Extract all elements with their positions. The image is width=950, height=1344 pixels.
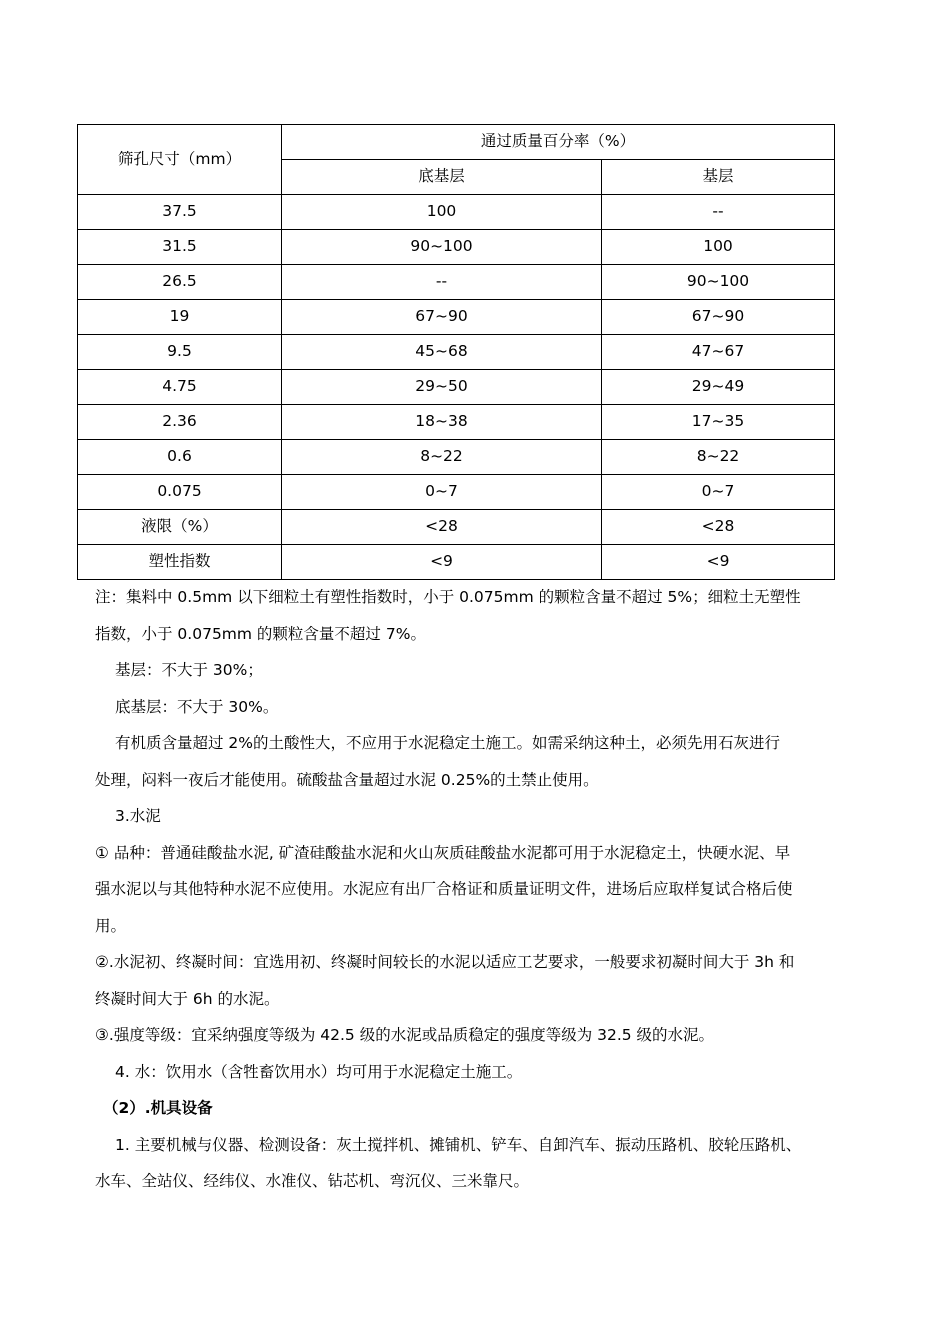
- cell-subbase: 45~68: [282, 335, 602, 370]
- cell-sieve: 4.75: [78, 370, 282, 405]
- setting-line-1: ②.水泥初、终凝时间：宜选用初、终凝时间较长的水泥以适应工艺要求，一般要求初凝时间大于 3h 和: [95, 953, 795, 971]
- cell-base: 29~49: [602, 370, 835, 405]
- table-row: [78, 440, 835, 475]
- cell-sieve: 2.36: [78, 405, 282, 440]
- organic-line-2: 处理，闷料一夜后才能使用。硫酸盐含量超过水泥 0.25%的土禁止使用。: [95, 770, 599, 789]
- cell-subbase: --: [282, 265, 602, 300]
- header-base: 基层: [602, 160, 835, 195]
- organic-line-1: 有机质含量超过 2%的土酸性大，不应用于水泥稳定土施工。如需采纳这种土，必须先用石灰进行: [115, 734, 781, 752]
- cell-subbase: <28: [282, 510, 602, 545]
- table-row: [78, 195, 835, 230]
- cell-base: 8~22: [602, 440, 835, 475]
- table-row: [78, 300, 835, 335]
- cell-subbase: <9: [282, 545, 602, 580]
- cement-heading: 3.水泥: [115, 807, 161, 825]
- cell-sieve: 塑性指数: [78, 545, 282, 580]
- gradation-table: [77, 124, 835, 580]
- body-text: [95, 579, 865, 1200]
- cell-base: 47~67: [602, 335, 835, 370]
- table-row: [78, 335, 835, 370]
- cell-base: 0~7: [602, 475, 835, 510]
- variety-line-2: 强水泥以与其他特种水泥不应使用。水泥应有出厂合格证和质量证明文件，进场后应取样复试合格后使: [95, 880, 793, 898]
- header-subbase: 底基层: [282, 160, 602, 195]
- cell-base: <9: [602, 545, 835, 580]
- setting-line-2: 终凝时间大于 6h 的水泥。: [95, 989, 280, 1008]
- note-line-1: 注：集料中 0.5mm 以下细粒土有塑性指数时，小于 0.075mm 的颗粒含量不超过 5%；细粒土无塑性: [95, 588, 801, 606]
- cell-subbase: 8~22: [282, 440, 602, 475]
- cell-sieve: 9.5: [78, 335, 282, 370]
- cell-base: --: [602, 195, 835, 230]
- cell-subbase: 67~90: [282, 300, 602, 335]
- cell-sieve: 31.5: [78, 230, 282, 265]
- cell-sieve: 液限（%）: [78, 510, 282, 545]
- cell-subbase: 0~7: [282, 475, 602, 510]
- header-sieve-size: 筛孔尺寸（mm）: [78, 125, 282, 195]
- cell-subbase: 90~100: [282, 230, 602, 265]
- cell-base: 17~35: [602, 405, 835, 440]
- cell-sieve: 37.5: [78, 195, 282, 230]
- subbase-limit: 底基层：不大于 30%。: [115, 697, 279, 716]
- cell-base: 100: [602, 230, 835, 265]
- table-row: [78, 370, 835, 405]
- cell-subbase: 29~50: [282, 370, 602, 405]
- header-passing-percent: 通过质量百分率（%）: [282, 125, 835, 160]
- table-header-row: [78, 125, 835, 160]
- variety-line-3: 用。: [95, 916, 127, 935]
- equipment-line-2: 水车、全站仪、经纬仪、水准仪、钻芯机、弯沉仪、三米靠尺。: [95, 1172, 530, 1190]
- table-row: [78, 545, 835, 580]
- table-row: [78, 475, 835, 510]
- base-limit: 基层：不大于 30%；: [115, 661, 263, 679]
- cell-sieve: 0.075: [78, 475, 282, 510]
- water-line: 4. 水：饮用水（含牲畜饮用水）均可用于水泥稳定土施工。: [115, 1062, 523, 1081]
- table-row: [78, 230, 835, 265]
- equipment-line-1: 1. 主要机械与仪器、检测设备：灰土搅拌机、摊铺机、铲车、自卸汽车、振动压路机、胶轮压路机、: [115, 1135, 802, 1154]
- table-row: [78, 405, 835, 440]
- cell-sieve: 0.6: [78, 440, 282, 475]
- table-row: [78, 510, 835, 545]
- cell-base: 67~90: [602, 300, 835, 335]
- cell-base: <28: [602, 510, 835, 545]
- table-row: [78, 265, 835, 300]
- variety-line-1: ① 品种：普通硅酸盐水泥, 矿渣硅酸盐水泥和火山灰质硅酸盐水泥都可用于水泥稳定土，快硬水泥、早: [95, 843, 791, 862]
- cell-sieve: 19: [78, 300, 282, 335]
- cell-base: 90~100: [602, 265, 835, 300]
- equipment-heading: （2）.机具设备: [103, 1099, 213, 1117]
- cell-subbase: 100: [282, 195, 602, 230]
- note-line-2: 指数，小于 0.075mm 的颗粒含量不超过 7%。: [95, 624, 426, 643]
- strength-line: ③.强度等级：宜采纳强度等级为 42.5 级的水泥或品质稳定的强度等级为 32.5 级的水泥。: [95, 1026, 715, 1044]
- cell-subbase: 18~38: [282, 405, 602, 440]
- cell-sieve: 26.5: [78, 265, 282, 300]
